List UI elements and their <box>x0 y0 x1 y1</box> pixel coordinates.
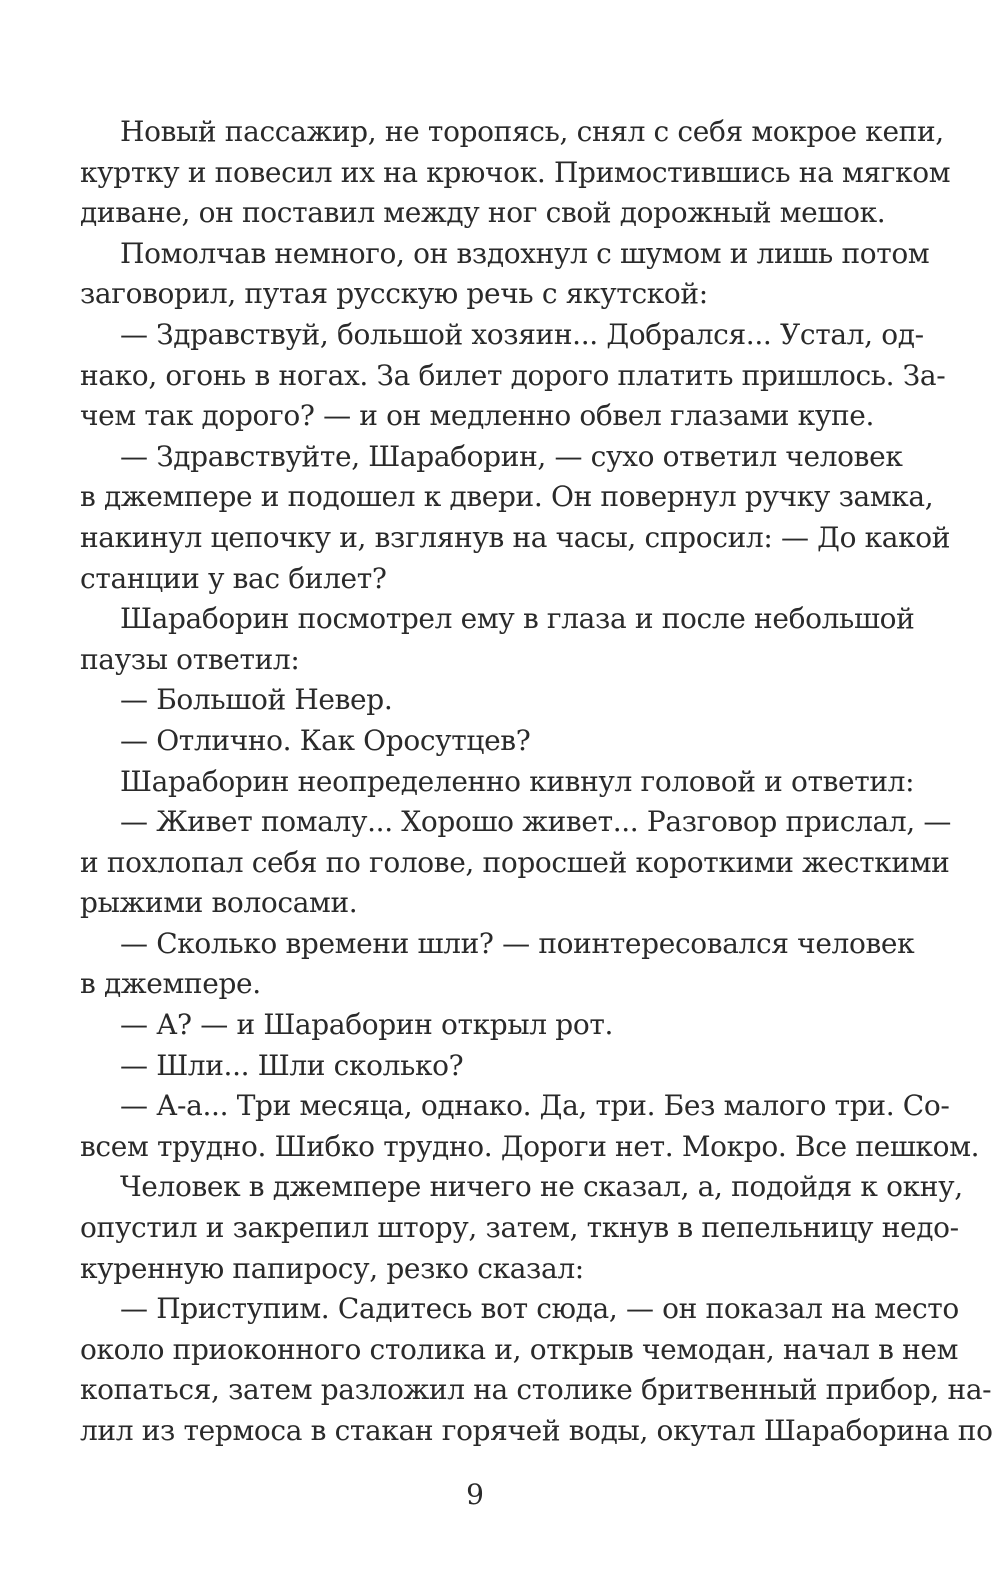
text-line: в джемпере и подошел к двери. Он повернул ручку замка, <box>80 480 934 514</box>
text-line: диване, он поставил между ног свой дорожный мешок. <box>80 196 886 230</box>
text-line: — А-а... Три месяца, однако. Да, три. Без малого три. Со- <box>120 1089 950 1123</box>
text-line: Шараборин посмотрел ему в глаза и после небольшой <box>120 602 915 636</box>
text-line: в джемпере. <box>80 967 261 1001</box>
text-line: накинул цепочку и, взглянув на часы, спросил: — До какой <box>80 520 951 554</box>
text-line: — Здравствуй, большой хозяин... Добрался... Устал, од- <box>120 317 924 351</box>
text-line: нако, огонь в ногах. За билет дорого платить пришлось. За- <box>80 358 946 392</box>
text-line: и похлопал себя по голове, поросшей короткими жесткими <box>80 845 950 879</box>
text-line: Помолчав немного, он вздохнул с шумом и лишь потом <box>120 236 930 270</box>
text-line: заговорил, путая русскую речь с якутской: <box>80 277 708 311</box>
text-line: Новый пассажир, не торопясь, снял с себя мокрое кепи, <box>120 115 944 148</box>
text-line: — А? — и Шараборин открыл рот. <box>120 1008 614 1042</box>
text-line: куренную папиросу, резко сказал: <box>80 1251 584 1285</box>
text-line: лил из термоса в стакан горячей воды, окутал Шараборина по <box>80 1414 993 1447</box>
text-line: копаться, затем разложил на столике бритвенный прибор, на- <box>80 1373 992 1407</box>
text-line: около приоконного столика и, открыв чемодан, начал в нем <box>80 1332 959 1366</box>
text-line: Человек в джемпере ничего не сказал, а, подойдя к окну, <box>120 1170 963 1204</box>
text-line: куртку и повесил их на крючок. Примостившись на мягком <box>80 155 951 189</box>
text-line: — Большой Невер. <box>120 683 393 717</box>
text-line: — Отлично. Как Оросутцев? <box>120 723 531 757</box>
text-line: — Сколько времени шли? — поинтересовался человек <box>120 926 915 960</box>
page-number: 9 <box>466 1478 484 1511</box>
text-line: рыжими волосами. <box>80 886 358 920</box>
text-line: — Шли... Шли сколько? <box>120 1048 464 1082</box>
text-line: Шараборин неопределенно кивнул головой и ответил: <box>120 764 915 798</box>
text-line: опустил и закрепил штору, затем, ткнув в пепельницу недо- <box>80 1211 959 1245</box>
text-line: паузы ответил: <box>80 642 300 676</box>
text-line: — Здравствуйте, Шараборин, — сухо ответил человек <box>120 439 903 473</box>
text-line: чем так дорого? — и он медленно обвел глазами купе. <box>80 399 875 433</box>
text-line: — Живет помалу... Хорошо живет... Разговор прислал, — <box>120 805 952 839</box>
text-line: — Приступим. Садитесь вот сюда, — он показал на место <box>120 1292 959 1326</box>
body-text <box>80 112 993 1452</box>
text-line: станции у вас билет? <box>80 561 387 595</box>
text-line: всем трудно. Шибко трудно. Дороги нет. Мокро. Все пешком. <box>80 1129 980 1163</box>
